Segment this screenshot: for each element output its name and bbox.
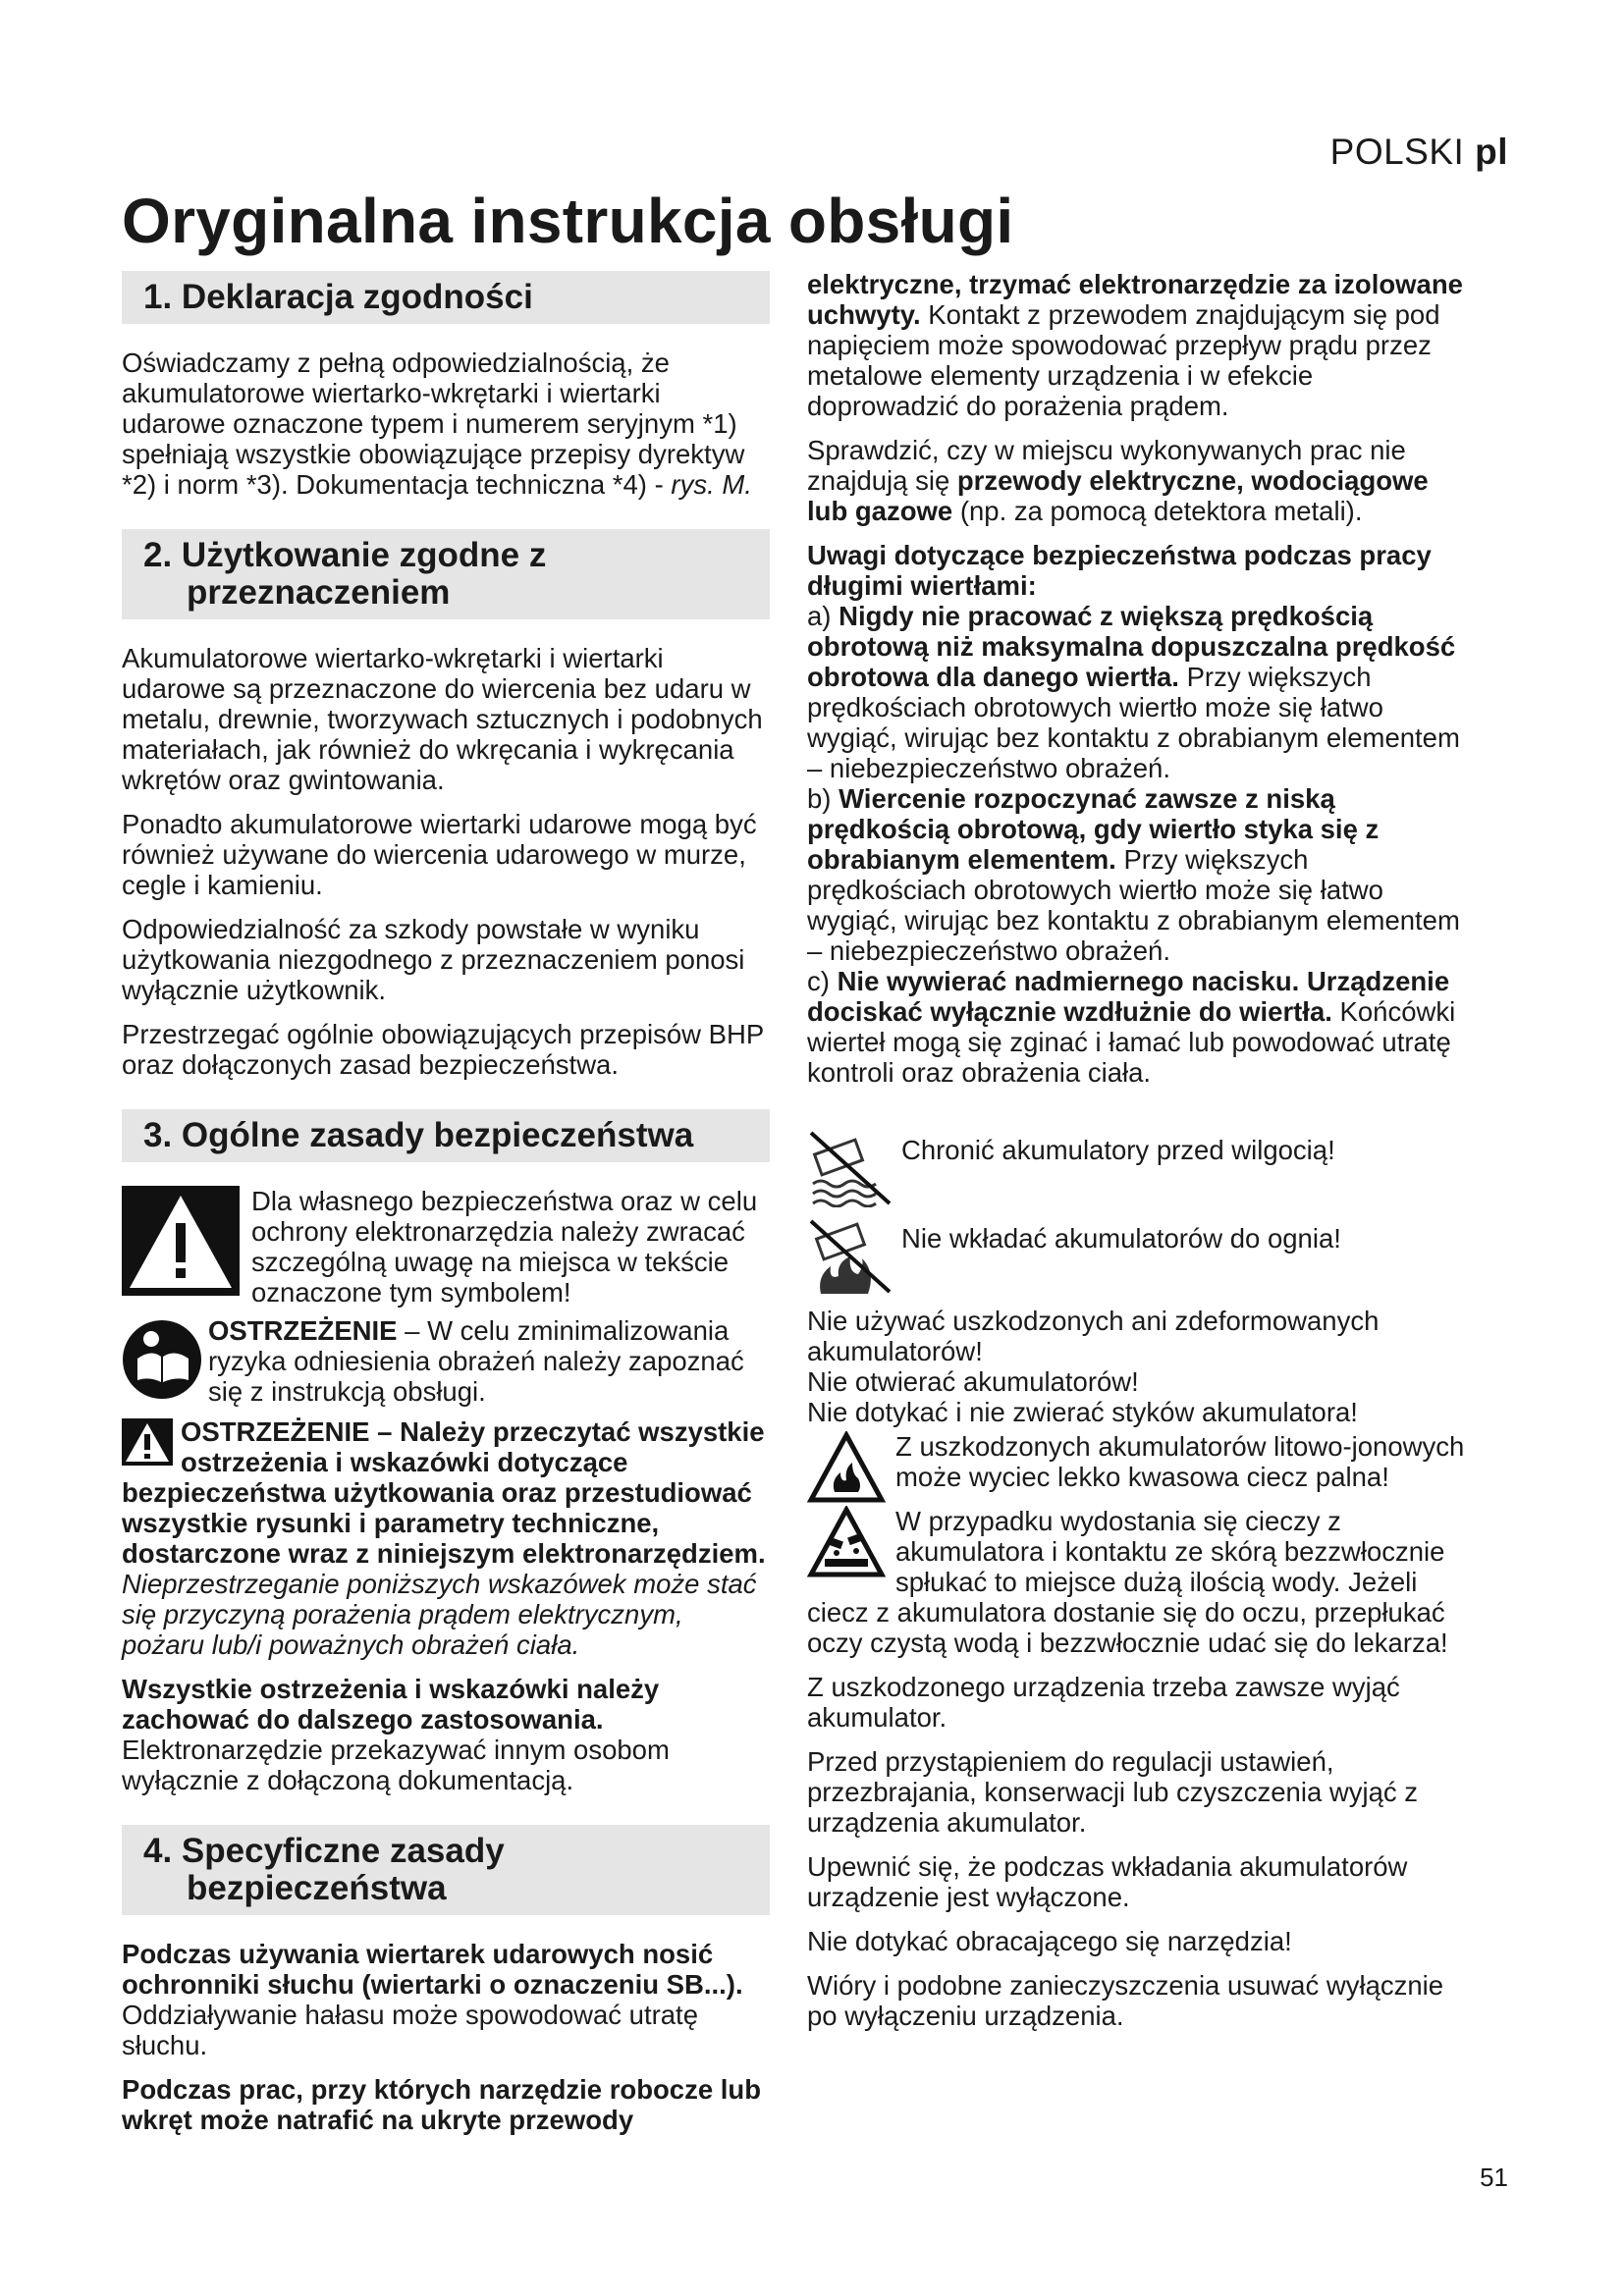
rotating-tool: Nie dotykać obracającego się narzędzia!: [807, 1926, 1292, 1956]
document-title: Oryginalna instrukcja obsługi: [122, 186, 1014, 256]
general-warning: OSTRZEŻENIE – Należy przeczytać wszystkie ostrzeżenia i wskazówki dotyczące bezpieczeństwa użytkowania oraz przestudiować wszystkie rysunki i parametry techniczne, dostarczone wraz z niniejszym elektronarzędziem. Nieprzestrzeganie poniższych wskazówek może stać się przyczyną porażenia prądem elektrycznym, pożaru lub/i poważnych obrażeń ciała.: [122, 1416, 766, 1660]
insert-battery: Upewnić się, że podczas wkładania akumulatorów urządzenie jest wyłączone.: [807, 1851, 1408, 1912]
symbol-note: [122, 1186, 770, 1308]
read-manual-warning: OSTRZEŻENIE – W celu zminimalizowania ryzyka odniesienia obrażeń należy zapoznać się z instrukcją obsługi.: [122, 1315, 770, 1407]
long-bits-notes: Uwagi dotyczące bezpieczeństwa podczas pracy długimi wiertłami: a) Nigdy nie pracować z większą prędkością obrotową niż maksymalna dopuszczalna prędkość obrotowa dla danego wiertła. Przy większych prędkościach obrotowych wiertło może się łatwo wygiąć, wirując bez kontaktu z obrabianym elementem – niebezpieczeństwo obrażeń. b) Wiercenie rozpoczynać zawsze z niską prędkością obrotową, gdy wiertło styka się z obrabianym elementem. Przy większych prędkościach obrotowych wiertło może się łatwo wygiąć, wirując bez kontaktu z obrabianym elementem – niebezpieczeństwo obrażeń. c) Nie wywierać nadmiernego nacisku. Urządzenie dociskać wyłącznie wzdłużnie do wiertła. Końcówki wierteł mogą się zginać i łamać lub powodować utratę kontroli oraz obrażenia ciała.: [807, 540, 1460, 1088]
flammable-icon: [807, 1431, 886, 1504]
intended-use-text-1: Akumulatorowe wiertarko-wkrętarki i wiertarki udarowe są przeznaczone do wiercenia bez udaru w metalu, drewnie, tworzywach sztucznych i podobnych materiałach, jak również do wkręcania i wykręcania wkrętów oraz gwintowania.: [122, 643, 763, 795]
intended-use-text-2: Ponadto akumulatorowe wiertarki udarowe mogą być również używane do wiercenia udarowego w murze, cegle i kamieniu.: [122, 809, 757, 900]
battery-rules: Nie używać uszkodzonych ani zdeformowanych akumulatorów! Nie otwierać akumulatorów! Nie dotykać i nie zwierać styków akumulatora!: [807, 1306, 1380, 1427]
keep-instructions: Wszystkie ostrzeżenia i wskazówki należy zachować do dalszego zastosowania. Elektronarzędzie przekazywać innym osobom wyłącznie z dołączoną dokumentacją.: [122, 1674, 670, 1795]
intended-use-text-3: Odpowiedzialność za szkody powstałe w wyniku użytkowania niezgodnego z przeznaczeniem ponosi wyłącznie użytkownik.: [122, 914, 745, 1005]
no-fire-icon: [807, 1217, 893, 1296]
moisture-warning: Chronić akumulatory przed wilgocią!: [807, 1129, 1471, 1207]
hidden-wires-continued: elektryczne, trzymać elektronarzędzie za izolowane uchwyty. Kontakt z przewodem znajdującym się pod napięciem może spowodować przepływ prądu przez metalowe elementy urządzenia i w efekcie doprowadzić do porażenia prądem.: [807, 269, 1463, 421]
hidden-wires-start: Podczas prac, przy których narzędzie robocze lub wkręt może natrafić na ukryte przewody: [122, 2074, 762, 2135]
left-column: [122, 271, 770, 2149]
intended-use-text-4: Przestrzegać ogólnie obowiązujących przepisów BHP oraz dołączonych zasad bezpieczeństwa.: [122, 1019, 764, 1080]
right-column: [807, 269, 1471, 2045]
read-manual-icon: [122, 1319, 202, 1400]
flammable-liquid: Z uszkodzonych akumulatorów litowo-jonowych może wyciec lekko kwasowa ciecz palna!: [807, 1431, 1471, 1492]
fire-warning: Nie wkładać akumulatorów do ognia!: [807, 1217, 1471, 1296]
section-heading-4: 4. Specyficzne zasady bezpieczeństwa: [122, 1825, 770, 1915]
section-heading-1: 1. Deklaracja zgodności: [122, 271, 770, 324]
chips-removal: Wióry i podobne zanieczyszczenia usuwać wyłącznie po wyłączeniu urządzenia.: [807, 1970, 1444, 2031]
section-heading-2: 2. Użytkowanie zgodne z przeznaczeniem: [122, 529, 770, 619]
no-moisture-icon: [807, 1129, 893, 1207]
check-utilities: Sprawdzić, czy w miejscu wykonywanych prac nie znajdują się przewody elektryczne, wodociągowe lub gazowe (np. za pomocą detektora metali).: [807, 435, 1429, 526]
before-adjusting: Przed przystąpieniem do regulacji ustawień, przezbrajania, konserwacji lub czyszczenia wyjąć z urządzenia akumulator.: [807, 1746, 1419, 1838]
remove-battery: Z uszkodzonego urządzenia trzeba zawsze wyjąć akumulator.: [807, 1672, 1400, 1733]
warning-triangle-icon: [122, 1186, 240, 1296]
language-tag: POLSKI pl: [1329, 132, 1508, 172]
symbol-note-text: Dla własnego bezpieczeństwa oraz w celu ochrony elektronarzędzia należy zwracać szczególną uwagę na miejsca w tekście oznaczone tym symbolem!: [251, 1186, 758, 1308]
liquid-contact: W przypadku wydostania się cieczy z akumulatora i kontaktu ze skórą bezzwłocznie spłukać to miejsce dużą ilością wody. Jeżeli ciecz z akumulatora dostanie się do oczu, przepłukać oczy czystą wodą i bezzwłocznie udać się do lekarza!: [807, 1506, 1448, 1658]
hearing-protection: Podczas używania wiertarek udarowych nosić ochronniki słuchu (wiertarki o oznaczeniu SB...). Oddziaływanie hałasu może spowodować utratę słuchu.: [122, 1939, 743, 2060]
corrosive-icon: [807, 1506, 886, 1578]
section-heading-3: 3. Ogólne zasady bezpieczeństwa: [122, 1109, 770, 1162]
page-number: 51: [1480, 2163, 1508, 2192]
declaration-text: Oświadczamy z pełną odpowiedzialnością, że akumulatorowe wiertarko-wkrętarki i wiertarki udarowe oznaczone typem i numerem seryjnym *1) spełniają wszystkie obowiązujące przepisy dyrektyw *2) i norm *3). Dokumentacja techniczna *4) - rys. M.: [122, 347, 752, 500]
small-warning-icon: [122, 1418, 173, 1466]
